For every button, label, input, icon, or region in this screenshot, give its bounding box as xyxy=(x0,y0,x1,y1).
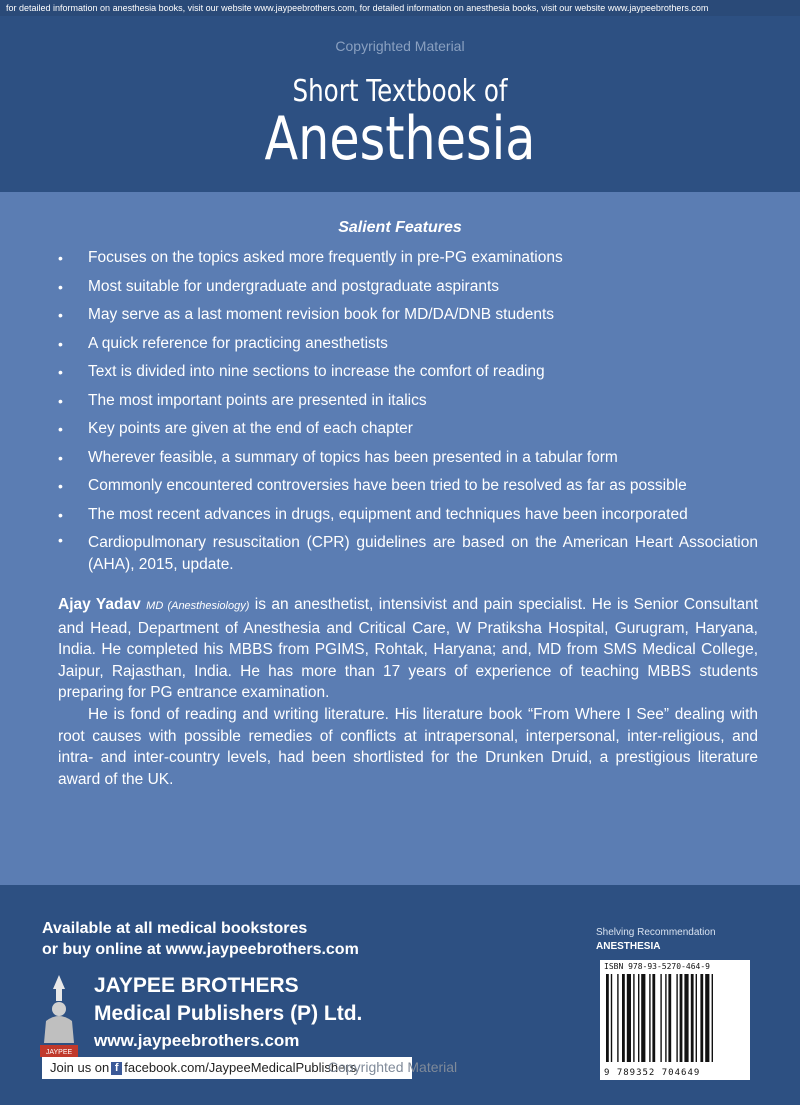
facebook-icon: f xyxy=(111,1062,122,1075)
feature-item: • May serve as a last moment revision book for MD/DA/DNB students xyxy=(58,301,758,330)
top-info-strip: for detailed information on anesthesia books, visit our website www.jaypeebrothers.com, for detailed information on anesthesia books, visit our website www.jaypeebrothers.com xyxy=(0,0,800,16)
barcode-bars xyxy=(606,974,744,1062)
bio-paragraph-1 xyxy=(58,594,758,704)
feature-item: • Cardiopulmonary resuscitation (CPR) guidelines are based on the American Heart Association (AHA), 2015, update. xyxy=(58,529,758,576)
bullet-icon: • xyxy=(58,532,63,548)
features-list xyxy=(58,244,758,576)
feature-item: • Most suitable for undergraduate and postgraduate aspirants xyxy=(58,273,758,302)
publisher-name: JAYPEE BROTHERS xyxy=(94,974,299,997)
author-name: Ajay Yadav xyxy=(58,596,141,613)
logo-text: JAYPEE xyxy=(45,1049,73,1056)
shelving-value: ANESTHESIA xyxy=(596,941,661,952)
copyright-watermark-footer: Copyrighted Material xyxy=(328,1059,458,1075)
publisher-subtitle: Medical Publishers (P) Ltd. xyxy=(94,1002,363,1025)
isbn-barcode xyxy=(600,960,750,1080)
feature-item: • Text is divided into nine sections to increase the comfort of reading xyxy=(58,358,758,387)
bullet-icon: • xyxy=(58,250,63,266)
jaypee-logo-icon xyxy=(36,971,82,1061)
salient-features-heading: Salient Features xyxy=(338,219,462,236)
feature-item: • Key points are given at the end of each chapter xyxy=(58,415,758,444)
bullet-icon: • xyxy=(58,392,63,409)
cover-footer xyxy=(0,885,800,1105)
barcode-number: 9 789352 704649 xyxy=(604,1068,701,1078)
bio-paragraph-2: He is fond of reading and writing literature. His literature book “From Where I See” dealing with root causes with possible remedies of conflicts at intrapersonal, interpersonal, inter-religious, and intra- and inter-country levels, had been shortlisted for the Drunken Druid, a prestigious literature award of the UK. xyxy=(58,705,758,788)
bullet-icon: • xyxy=(58,307,63,323)
bio-paragraph-1-text: is an anesthetist, intensivist and pain specialist. He is Senior Consultant and Head, Department of Anesthesia and Critical Care, W Pratiksha Hospital, Gurugram, Haryana, India. He completed his MBBS from PGIMS, Rohtak, Haryana; and, MD from SMS Medical College, Jaipur, Rajasthan, India. He has more than 17 years of experience of teaching MBBS students preparing for PG entrance examination. xyxy=(58,596,759,702)
bullet-icon: • xyxy=(58,421,63,437)
feature-item: • The most important points are presented in italics xyxy=(58,387,758,416)
facebook-url: facebook.com/JaypeeMedicalPublishers xyxy=(124,1060,357,1075)
bullet-icon: • xyxy=(58,278,63,295)
bullet-icon: • xyxy=(58,364,63,380)
availability-note: Available at all medical bookstores or buy online at www.jaypeebrothers.com xyxy=(42,920,359,958)
feature-item: • The most recent advances in drugs, equipment and techniques have been incorporated xyxy=(58,501,758,530)
shelving-label: Shelving Recommendation xyxy=(596,927,716,938)
bullet-icon: • xyxy=(58,335,63,352)
bullet-icon: • xyxy=(58,449,63,466)
cover-body xyxy=(0,192,800,885)
feature-item: • A quick reference for practicing anesthetists xyxy=(58,330,758,359)
author-bio xyxy=(58,594,758,790)
isbn-number: ISBN 978-93-5270-464-9 xyxy=(604,962,710,971)
book-title-line1: Short Textbook of xyxy=(292,74,508,109)
feature-item: • Commonly encountered controversies have been tried to be resolved as far as possible xyxy=(58,472,758,501)
author-credentials: MD (Anesthesiology) xyxy=(146,600,250,612)
feature-item: • Focuses on the topics asked more frequently in pre-PG examinations xyxy=(58,244,758,273)
feature-item: • Wherever feasible, a summary of topics has been presented in a tabular form xyxy=(58,444,758,473)
book-title-line2: Anesthesia xyxy=(264,104,536,174)
join-label: Join us on xyxy=(50,1060,110,1075)
copyright-watermark: Copyrighted Material xyxy=(335,38,465,54)
cover-header xyxy=(0,16,800,192)
bullet-icon: • xyxy=(58,478,63,494)
bullet-icon: • xyxy=(58,506,63,523)
publisher-website: www.jaypeebrothers.com xyxy=(94,1031,300,1050)
